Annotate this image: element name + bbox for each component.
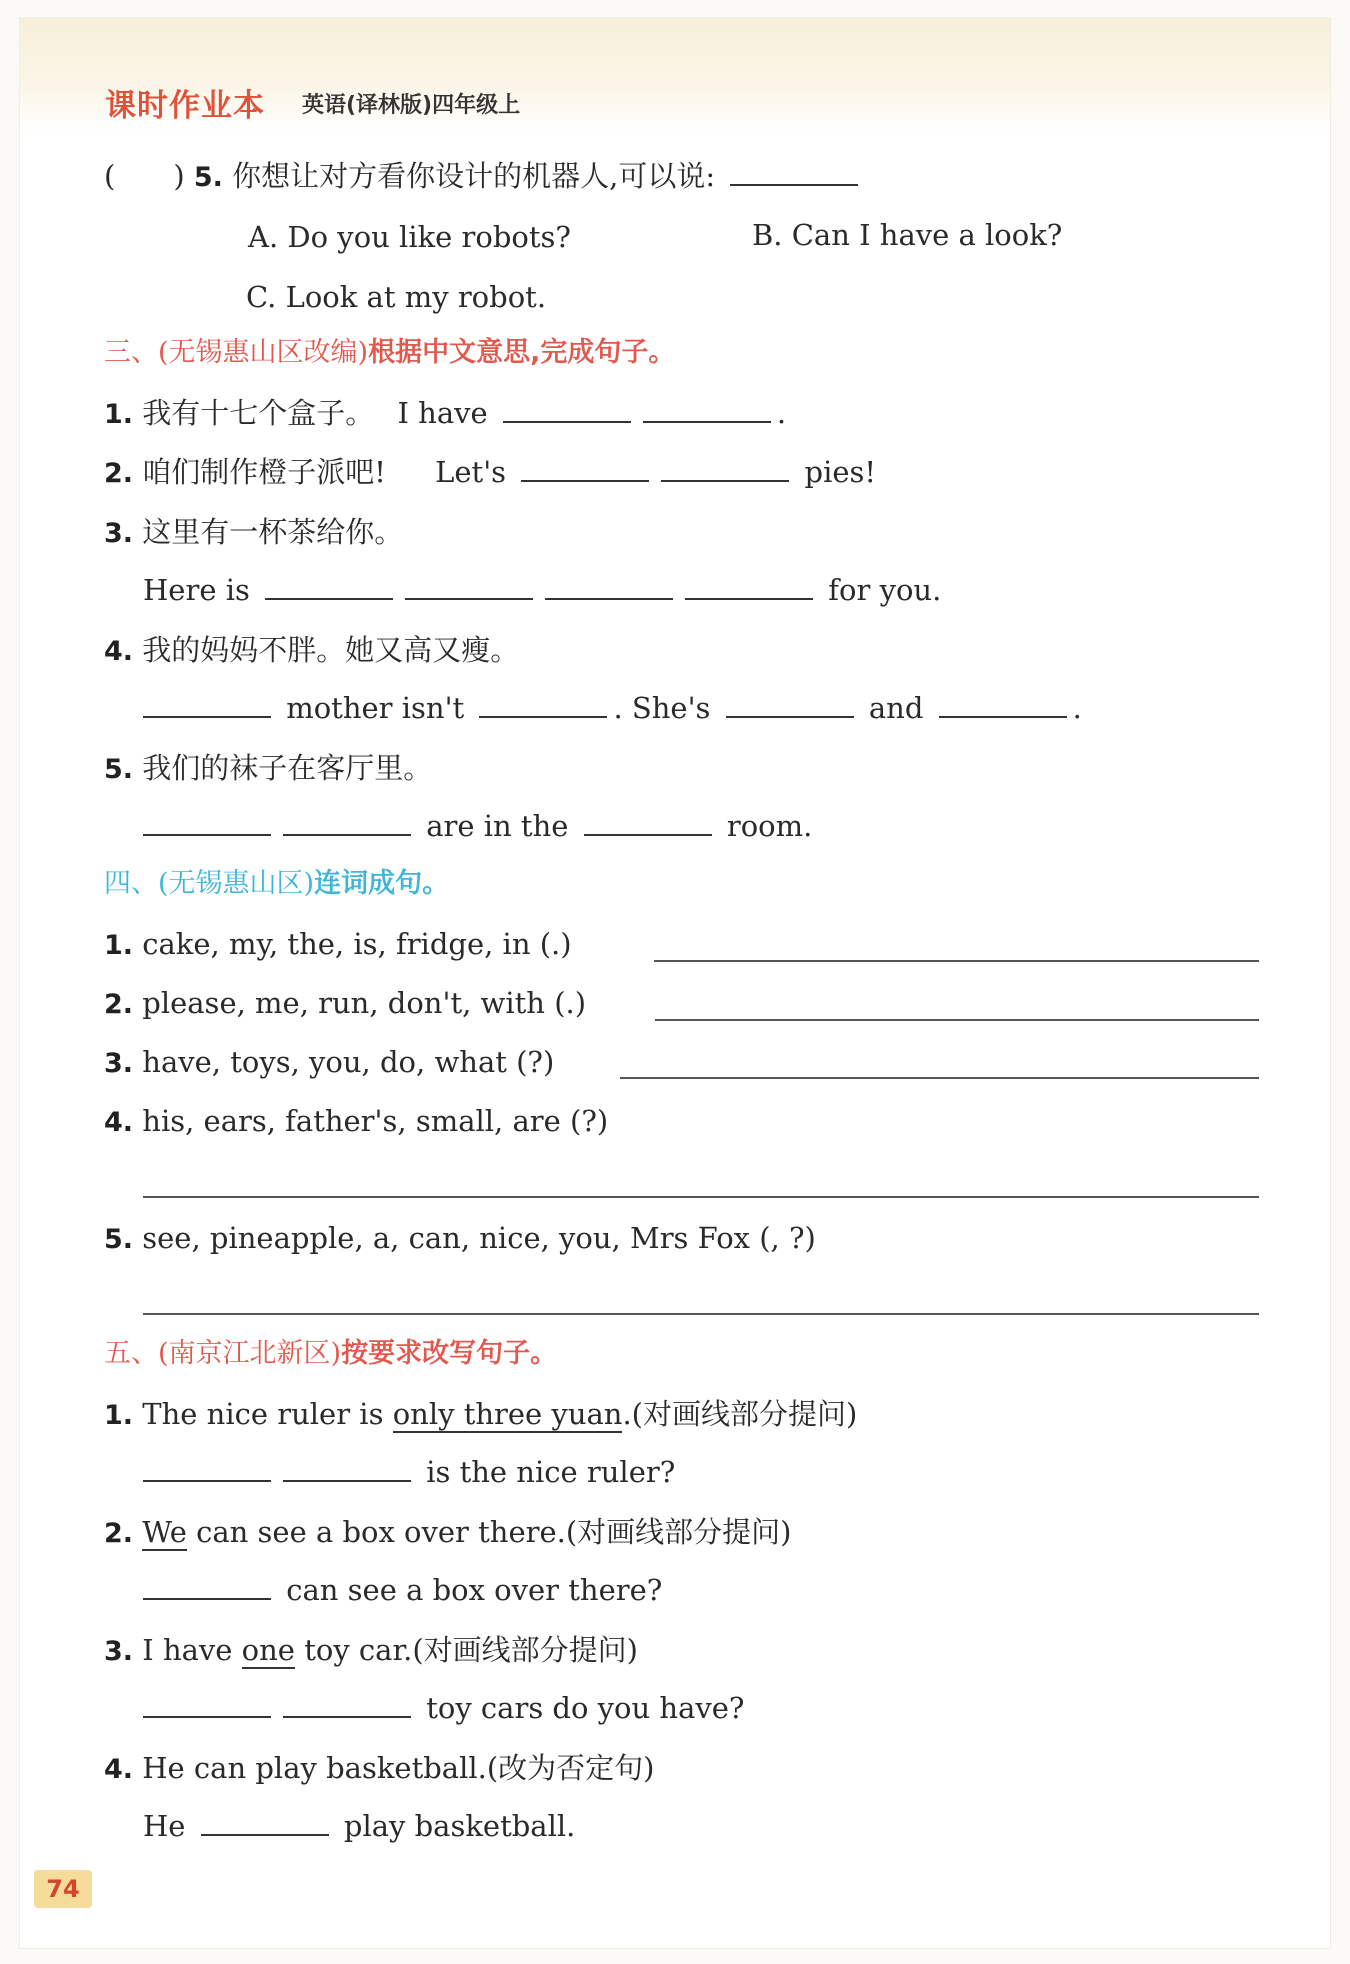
s4-item-4-number: 4. [104,1107,134,1138]
s4-item-3-number: 3. [104,1048,134,1079]
answer-blank[interactable] [479,690,607,718]
s3-item-4-english-a: mother isn't [286,691,465,725]
answer-blank[interactable] [283,808,411,836]
answer-blank[interactable] [661,454,789,482]
section-4-source: (无锡惠山区) [158,868,315,899]
answer-blank[interactable] [503,395,631,423]
s5-item-4-text: He can play basketball. [142,1751,487,1785]
s3-item-2 [104,454,876,492]
s4-item-1-number: 1. [104,930,134,961]
s5-item-3-text: I have [142,1633,242,1667]
s4-item-5-number: 5. [104,1224,134,1255]
answer-line[interactable] [620,1077,1259,1079]
s4-item-4 [104,1103,608,1141]
section-4-number: 四、 [104,868,158,899]
s3-item-4-period: . [1072,691,1082,725]
s4-item-2 [104,985,586,1023]
answer-blank[interactable] [939,690,1067,718]
s5-item-2-answer-line [137,1572,662,1608]
answer-blank[interactable] [265,572,393,600]
s3-item-1 [104,395,786,433]
s5-item-4-instruction: (改为否定句) [486,1751,655,1785]
s3-item-2-number: 2. [104,458,134,489]
s5-item-2-instruction: can see a box over there.(对画线部分提问) [186,1515,792,1549]
s3-item-5-number: 5. [104,754,134,785]
answer-blank[interactable] [643,395,771,423]
section-4-requirement: 连词成句。 [314,868,450,899]
s3-item-5 [104,750,432,788]
answer-blank[interactable] [685,572,813,600]
s4-item-1-words: cake, my, the, is, fridge, in (.) [142,927,572,961]
s3-item-4-number: 4. [104,636,134,667]
s5-item-2-number: 2. [104,1518,134,1549]
s3-item-1-period: . [776,396,787,430]
s5-item-1-text: The nice ruler is [142,1397,393,1431]
s5-item-1-instruction: .(对画线部分提问) [622,1397,858,1431]
s3-item-3 [104,514,403,552]
s3-item-1-number: 1. [104,399,134,430]
q5-option-a[interactable]: A. Do you like robots? [248,220,571,254]
s5-item-4-number: 4. [104,1754,134,1785]
answer-blank[interactable] [283,1454,411,1482]
s3-item-3-english: Here is [143,573,250,607]
s3-item-5-answer-line [137,808,812,844]
s5-item-4-answer-start: He [143,1809,186,1843]
section-3-requirement: 根据中文意思,完成句子。 [368,337,676,368]
answer-blank[interactable] [726,690,854,718]
s3-item-5-english: are in the [426,809,569,843]
s4-item-5 [104,1220,816,1258]
s5-item-2-answer-text: can see a box over there? [286,1573,663,1607]
s5-item-4 [104,1750,654,1788]
section-5-requirement: 按要求改写句子。 [341,1338,558,1369]
book-title: 课时作业本 [105,88,265,124]
s3-item-5-chinese: 我们的袜子在客厅里。 [142,751,433,785]
s5-item-3-number: 3. [104,1636,134,1667]
s3-item-3-tail: for you. [828,573,942,607]
s3-item-1-chinese: 我有十七个盒子。 [142,396,375,430]
s4-item-1 [104,926,572,964]
book-subtitle: 英语(译林版)四年级上 [302,93,521,118]
answer-blank[interactable] [545,572,673,600]
s3-item-3-number: 3. [104,518,134,549]
s5-item-1-answer-text: is the nice ruler? [426,1455,676,1489]
s3-item-3-answer-line [143,572,941,608]
s3-item-4 [104,632,519,670]
answer-paren[interactable]: ( ) [104,159,185,193]
s5-item-3-answer-line [137,1690,744,1726]
answer-line[interactable] [654,960,1259,962]
q5-option-c[interactable]: C. Look at my robot. [246,280,547,314]
s5-item-3-answer-text: toy cars do you have? [426,1691,745,1725]
section-5-source: (南京江北新区) [158,1338,342,1369]
s3-item-2-tail: pies! [804,455,877,489]
underlined-part: We [142,1515,187,1549]
answer-blank[interactable] [143,1572,271,1600]
answer-line[interactable] [143,1196,1259,1198]
answer-blank[interactable] [201,1808,329,1836]
s4-item-4-words: his, ears, father's, small, are (?) [142,1104,609,1138]
s5-item-1-number: 1. [104,1400,134,1431]
answer-blank[interactable] [283,1690,411,1718]
s3-item-4-english-b: . She's [613,691,711,725]
s3-item-5-tail: room. [726,809,813,843]
answer-blank[interactable] [521,454,649,482]
s4-item-5-words: see, pineapple, a, can, nice, you, Mrs Fox (, ?) [142,1221,816,1255]
answer-blank[interactable] [143,690,271,718]
answer-blank[interactable] [143,808,271,836]
s4-item-3-words: have, toys, you, do, what (?) [142,1045,555,1079]
s3-item-4-english-c: and [868,691,924,725]
section-5-heading [104,1336,557,1372]
s3-item-2-english: Let's [435,455,507,489]
s4-item-2-words: please, me, run, don't, with (.) [142,986,587,1020]
section-3-heading [104,335,675,371]
section-3-number: 三、 [104,337,158,368]
s5-item-1 [104,1396,857,1434]
answer-blank[interactable] [143,1690,271,1718]
underlined-part: only three yuan [392,1397,623,1431]
s3-item-1-english: I have [397,396,488,430]
answer-blank[interactable] [584,808,712,836]
q5-blank[interactable] [730,158,858,186]
section-3-source: (无锡惠山区改编) [158,337,369,368]
s3-item-4-chinese: 我的妈妈不胖。她又高又瘦。 [142,633,520,667]
q5-stem: 你想让对方看你设计的机器人,可以说: [232,159,716,193]
answer-blank[interactable] [143,1454,271,1482]
s5-item-2 [104,1514,792,1552]
s3-item-4-answer-line [137,690,1082,726]
q5-option-b[interactable]: B. Can I have a look? [752,218,1063,252]
s5-item-1-answer-line [137,1454,675,1490]
answer-line[interactable] [143,1313,1259,1315]
underlined-part: one [241,1633,295,1667]
q5-number: 5. [193,162,223,193]
s5-item-3 [104,1632,638,1670]
answer-line[interactable] [655,1019,1259,1021]
s3-item-3-chinese: 这里有一杯茶给你。 [142,515,404,549]
s3-item-2-chinese: 咱们制作橙子派吧! [142,455,386,489]
q5-line [104,158,864,196]
s4-item-2-number: 2. [104,989,134,1020]
s5-item-3-instruction: toy car.(对画线部分提问) [294,1633,638,1667]
section-4-heading [104,866,449,902]
s5-item-4-answer-end: play basketball. [343,1809,576,1843]
page-number: 74 [34,1870,92,1908]
section-5-number: 五、 [104,1338,158,1369]
s5-item-4-answer-line [143,1808,575,1844]
answer-blank[interactable] [405,572,533,600]
s4-item-3 [104,1044,554,1082]
